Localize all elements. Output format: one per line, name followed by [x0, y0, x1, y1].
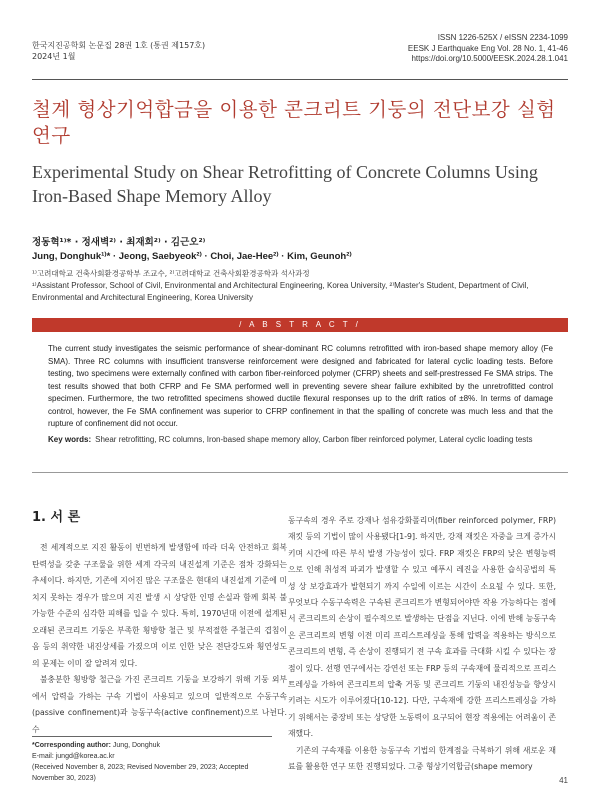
keywords-values: Shear retrofitting, RC columns, Iron-based shape memory alloy, Carbon fiber reinforced polymer, Lateral cyclic loading tests [95, 435, 533, 444]
abstract-body: The current study investigates the seismic performance of shear-dominant RC columns retrofitted with iron-based shape memory alloy (Fe SMA). Three RC columns with insufficient transverse reinforcement were designed and fabricated for lateral cyclic loading tests. Before testing, two specimens were externally confined with carbon fiber-reinforced polymer (CFRP) sheets and self-prestressed Fe SMA strips. The test results showed that both CFRP and Fe SMA performed well in preventing severe shear failure exhibited by the unretrofitted control specimen. Furthermore, the two retrofitted specimens showed ductile flexural responses up to the drift ratios of ±8%. In terms of damage control, however, the Fe SMA confinement was superior to CFRP confinement in that the spalling of concrete was much less and that the rupture of confinement did not occur. [48, 344, 553, 428]
section-title: 1. 서 론 [32, 510, 81, 525]
footnote [32, 740, 282, 784]
affiliation-en: ¹⁾Assistant Professor, School of Civil, Environmental and Architectural Engineering, Korea University, ²⁾Master's Student, Department of Civil, Environmental and Architectural Engineering, Korea University [32, 281, 529, 302]
keywords-block [48, 434, 553, 447]
body-column-left [32, 510, 287, 738]
keywords-label: Key words: [48, 435, 92, 444]
doi-link[interactable]: https://doi.org/10.5000/EESK.2024.28.1.041 [411, 54, 568, 63]
corresponding-email[interactable]: E-mail: jungd@korea.ac.kr [32, 753, 115, 760]
section-divider [32, 472, 568, 473]
corresponding-name: Jung, Donghuk [112, 742, 160, 749]
page-number: 41 [559, 776, 568, 785]
body-paragraph: 전 세계적으로 지진 활동이 빈번하게 발생함에 따라 더욱 안전하고 회복 탄력성을 갖춘 구조물을 위한 세계 각국의 내진설계 기준은 점차 강화되는 추세이다. 하지만, 기존에 지어진 많은 구조물은 현대의 내진설계 기준에 미치지 못하는 경우가 많으며 지진 발생 시 상당한 인명 손실과 함께 회복 불가능한 수준의 심각한 피해를 입을 수 있다. 특히, 1970년대 이전에 설계된 오래된 콘크리트 기둥은 부족한 횡방향 철근 및 부적절한 주철근의 겹침이음 등의 취약한 내진상세를 가졌으며 이로 인한 낮은 전단강도와 횡연성도의 문제는 이미 잘 알려져 있다. [32, 543, 287, 668]
footnote-divider [32, 736, 272, 737]
journal-name-ko: 한국지진공학회 논문집 28권 1호 (통권 제157호) [32, 41, 206, 50]
abstract-heading: / A B S T R A C T / [239, 320, 361, 329]
paper-title-ko: 철계 형상기억합금을 이용한 콘크리트 기둥의 전단보강 실험연구 [32, 98, 556, 147]
paper-title-en: Experimental Study on Shear Retrofitting of Concrete Columns Using Iron-Based Shape Memory Alloy [32, 162, 538, 206]
header-divider [32, 79, 568, 80]
authors-en: Jung, Donghuk¹⁾* · Jeong, Saebyeok²⁾ · Choi, Jae-Hee²⁾ · Kim, Geunoh²⁾ [32, 251, 352, 262]
corresponding-label: *Corresponding author: [32, 742, 111, 749]
abstract-heading-bar [32, 318, 568, 332]
authors-ko: 정동혁¹⁾* · 정새벽²⁾ · 최재희²⁾ · 김근오²⁾ [32, 237, 206, 248]
issn: ISSN 1226-525X / eISSN 2234-1099 [437, 33, 568, 42]
received-dates: (Received November 8, 2023; Revised November 29, 2023; Accepted November 30, 2023) [32, 764, 249, 782]
body-paragraph: 불충분한 횡방향 철근을 가진 콘크리트 기둥을 보강하기 위해 기둥 외부에서 압력을 가하는 구속 기법이 사용되고 있으며 일반적으로 수동구속(passive confinement)과 능동구속(active confinement)으로 나뉜다. 수 [32, 675, 287, 734]
body-paragraph: 동구속의 경우 주로 강재나 섬유강화폴리머(fiber reinforced polymer, FRP) 재킷 등의 기법이 많이 사용됐다[1-9]. 하지만, 강재 재킷은 자중을 크게 증가시키며 시간에 따른 부식 발생 가능성이 있다. FRP 재킷은 FRP의 낮은 변형능력으로 인해 취성적 파괴가 발생할 수 있고 예푸시 레진을 사용한 습식공법의 특성 상 보강효과가 발현되기 까지 수일에 이르는 시간이 소요될 수 있다. 또한, 무엇보다 수동구속력은 구속된 콘크리트가 변형되어야만 작용 가능하다는 점에서 콘크리트의 손상이 필수적으로 발생하는 단점을 지닌다. 이에 반해 능동구속은 콘크리트의 변형 이전 미리 프리스트레싱을 통해 압력을 적용하는 방식으로 콘크리트의 변형, 즉 손상이 진행되기 전 구속 효과를 극대화 시킬 수 있다는 장점이 있다. 선행 연구에서는 강연선 또는 FRP 등의 구속재에 물리적으로 프리스트레싱을 가하여 콘크리트의 압축 거동 및 콘크리트 기둥의 내진성능을 향상시키려는 시도가 이루어졌다[10-12]. 다만, 구속재에 강한 프리스트레싱을 가하기 위해서는 중장비 또는 상당한 노동력이 요구되어 현장 적용에는 어려움이 존재했다. [288, 516, 556, 739]
affiliation-ko: ¹⁾고려대학교 건축사회환경공학부 조교수, ²⁾고려대학교 건축사회환경공학과 석사과정 [32, 269, 310, 278]
journal-header-left [32, 40, 205, 62]
body-column-right [288, 513, 556, 776]
journal-header-right [408, 33, 568, 65]
body-paragraph: 기존의 구속재를 이용한 능동구속 기법의 한계점을 극복하기 위해 새로운 재료를 활용한 연구 또한 진행되었다. 그중 형상기억합금(shape memory [288, 745, 556, 772]
issue-date-ko: 2024년 1월 [32, 52, 76, 61]
journal-name-en: EESK J Earthquake Eng Vol. 28 No. 1, 41-46 [407, 43, 568, 53]
